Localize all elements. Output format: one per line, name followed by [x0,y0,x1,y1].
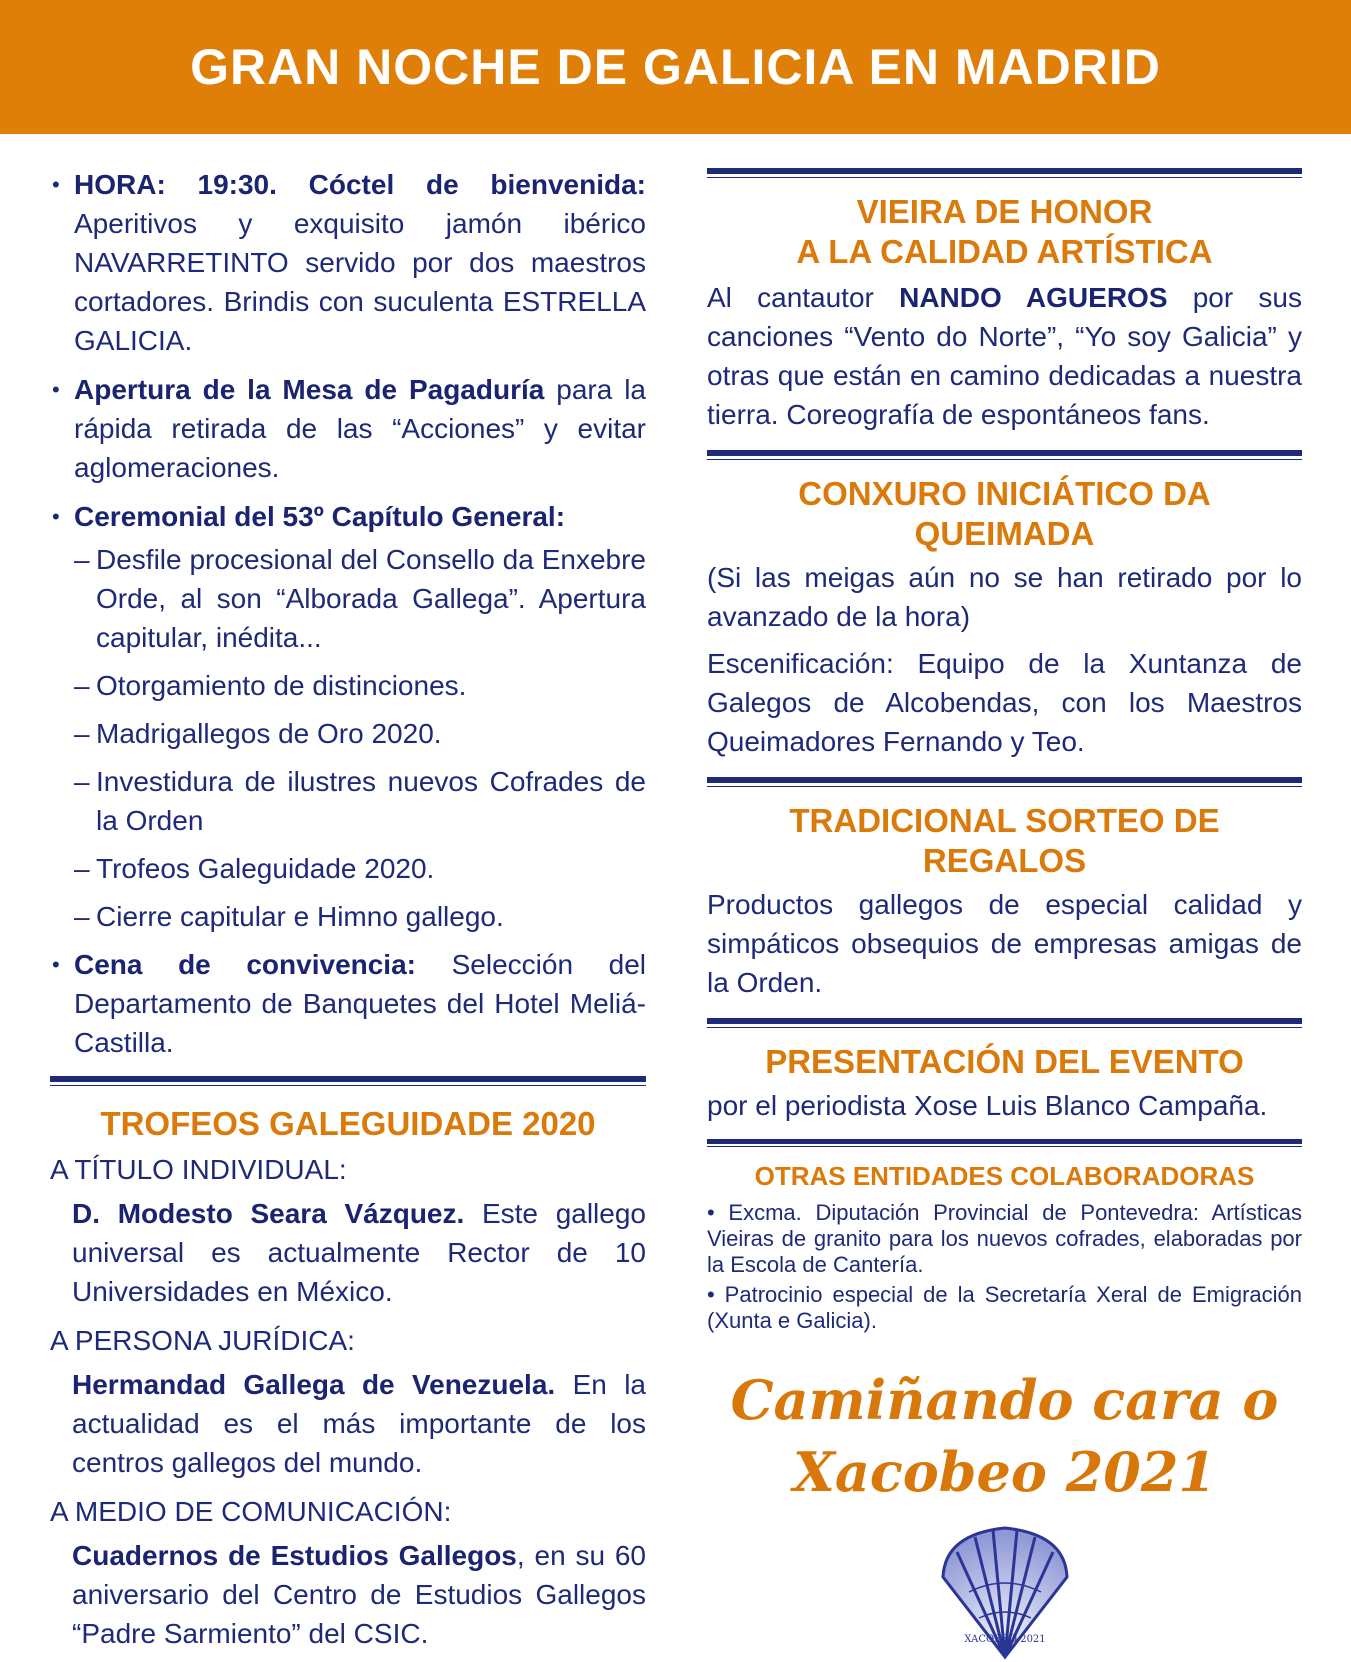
divider [707,1139,1302,1147]
program-item-title: Apertura de la Mesa de Pagaduría [74,374,545,405]
program-item [50,945,646,1062]
presentacion-text: por el periodista Xose Luis Blanco Campaña. [707,1090,1268,1121]
program-item-title: Cena de convivencia: [74,949,416,980]
colaboradoras-heading: OTRAS ENTIDADES COLABORADORAS [754,1161,1255,1191]
divider [707,777,1302,787]
trofeos-heading: TROFEOS GALEGUIDADE 2020 [100,1105,596,1142]
right-column [707,168,1302,1662]
slogan-line1: Camiñando cara o [730,1368,1279,1432]
colaboradora-item: • Patrocinio especial de la Secretaría Xeral de Emigración (Xunta e Galicia). [707,1282,1302,1333]
medio-label: A MEDIO DE COMUNICACIÓN: [50,1496,452,1527]
dash-icon: – [74,670,90,701]
program-item [50,165,646,360]
scallop-shell-logo [707,1522,1302,1662]
program-item [50,370,646,487]
list-item: – Trofeos Galeguidade 2020. [74,849,646,888]
program-item-title: HORA: 19:30. Cóctel de bienvenida: [74,169,646,200]
bullet-icon: • [52,952,60,977]
program-item-text: para la rápida retirada de las “Acciones” y evitar aglomeraciones. [74,374,646,483]
dash-icon: – [74,544,90,575]
dash-icon: – [74,766,90,797]
divider [707,168,1302,178]
slogan-line2: Xacobeo 2021 [792,1440,1216,1504]
dash-icon: – [74,718,90,749]
list-item: – Investidura de ilustres nuevos Cofrades de la Orden [74,762,646,840]
list-item: – Cierre capitular e Himno gallego. [74,897,646,936]
divider [50,1076,646,1086]
juridica-label: A PERSONA JURÍDICA: [50,1325,355,1356]
presentacion-heading: PRESENTACIÓN DEL EVENTO [765,1043,1244,1080]
bullet-icon: • [52,172,60,197]
list-item: – Otorgamiento de distinciones. [74,666,646,705]
program-item-title: Ceremonial del 53º Capítulo General: [74,501,566,532]
sorteo-heading: TRADICIONAL SORTEO DE REGALOS [789,802,1220,879]
page-title: GRAN NOCHE DE GALICIA EN MADRID [190,39,1161,95]
individual-label: A TÍTULO INDIVIDUAL: [50,1154,347,1185]
shell-text: XACOBEO 2021 [963,1634,1046,1645]
queimada-heading: CONXURO INICIÁTICO DA QUEIMADA [798,475,1211,552]
header-banner [0,0,1351,134]
sorteo-text: Productos gallegos de especial calidad y simpáticos obsequios de empresas amigas de la Orden. [707,889,1302,998]
queimada-text: Escenificación: Equipo de la Xuntanza de Galegos de Alcobendas, con los Maestros Queimadores Fernando y Teo. [707,648,1302,757]
program-item [50,497,646,536]
program-item-text: Selección del Departamento de Banquetes del Hotel Meliá-Castilla. [74,949,646,1058]
left-column [50,165,646,1653]
dash-icon: – [74,901,90,932]
list-item: – Desfile procesional del Consello da Enxebre Orde, al son “Alborada Gallega”. Apertura capitular, inédita... [74,540,646,657]
individual-award: D. Modesto Seara Vázquez. Este gallego universal es actualmente Rector de 10 Universidades en México. [72,1198,646,1307]
divider [707,450,1302,460]
list-item: – Madrigallegos de Oro 2020. [74,714,646,753]
program-item-text: Aperitivos y exquisito jamón ibérico NAVARRETINTO servido por dos maestros cortadores. Brindis con suculenta ESTRELLA GALICIA. [74,208,646,356]
bullet-icon: • [52,377,60,402]
juridica-award: Hermandad Gallega de Venezuela. En la actualidad es el más importante de los centros gallegos del mundo. [72,1369,646,1478]
dash-icon: – [74,853,90,884]
bullet-icon: • [52,504,60,529]
divider [707,1018,1302,1028]
queimada-note: (Si las meigas aún no se han retirado por lo avanzado de la hora) [707,562,1302,632]
vieira-heading-line2: A LA CALIDAD ARTÍSTICA [796,233,1213,270]
scallop-shell-icon [935,1522,1075,1662]
colaboradora-item: • Excma. Diputación Provincial de Pontevedra: Artísticas Vieiras de granito para los nuevos cofrades, elaboradas por la Escola de Cantería. [707,1200,1302,1277]
medio-award: Cuadernos de Estudios Gallegos, en su 60 aniversario del Centro de Estudios Gallegos “Padre Sarmiento” del CSIC. [72,1540,646,1649]
vieira-text: Al cantautor NANDO AGUEROS por sus canciones “Vento do Norte”, “Yo soy Galicia” y otras que están en camino dedicadas a nuestra tierra. Coreografía de espontáneos fans. [707,282,1302,430]
vieira-heading-line1: VIEIRA DE HONOR [856,193,1153,230]
ceremonial-list [74,540,646,936]
